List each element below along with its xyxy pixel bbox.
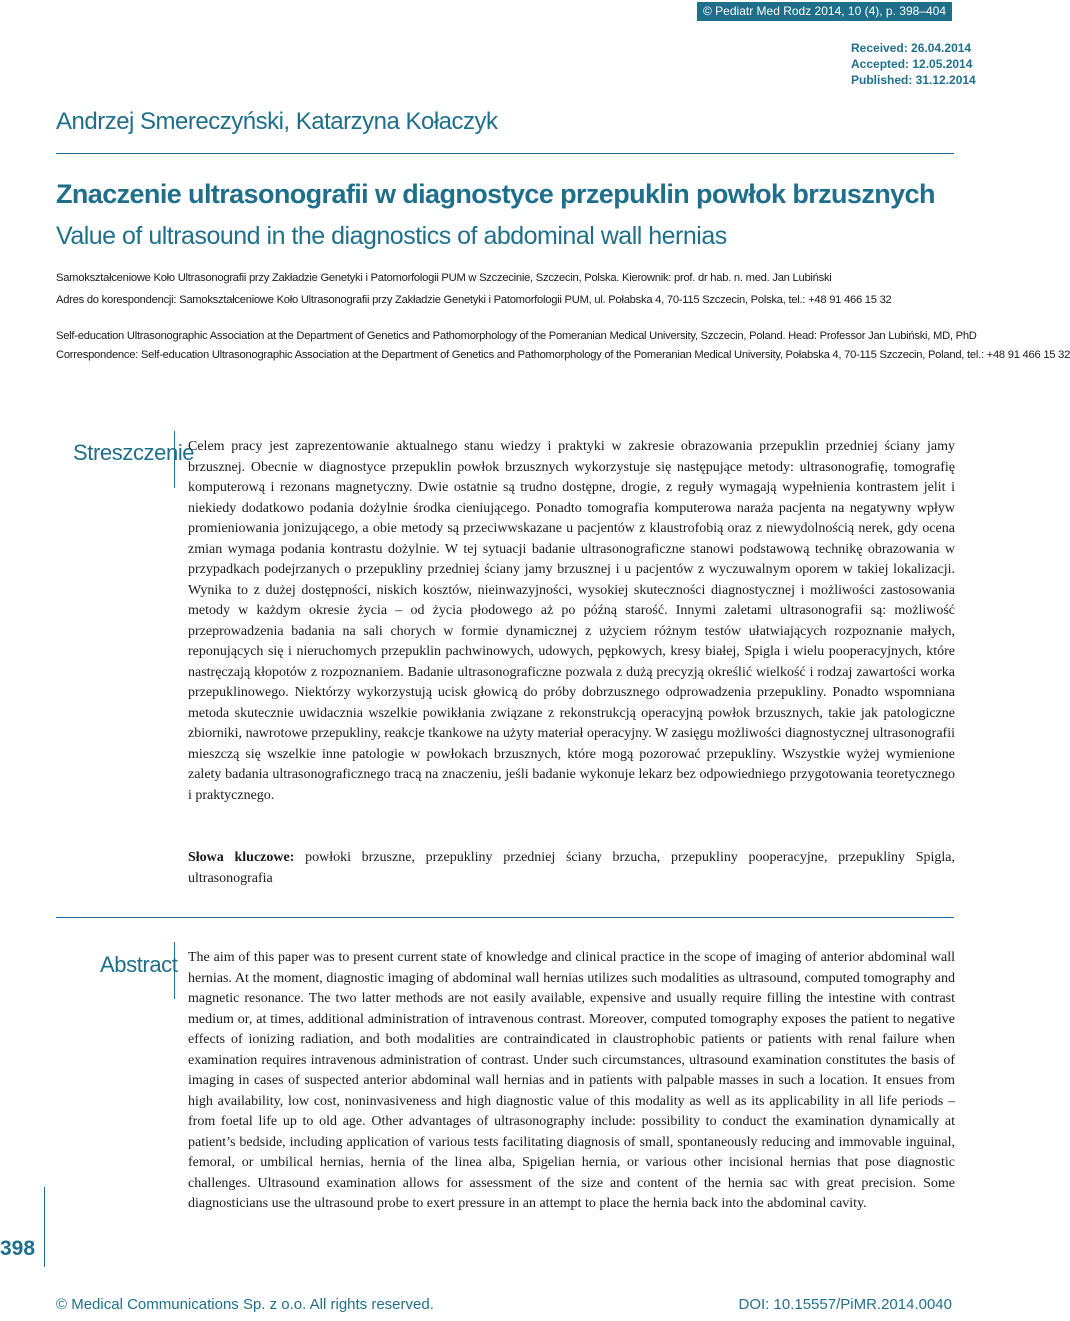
- header-divider: [56, 153, 954, 154]
- keywords: [188, 848, 955, 889]
- section-divider: [56, 917, 954, 918]
- abstract-english-text: The aim of this paper was to present current state of knowledge and clinical practice in the scope of imaging of anterior abdominal wall hernias. At the moment, diagnostic imaging of abdominal wall hernias utilizes such modalities as ultrasound, computed tomography and magnetic resonance. The two latter methods are not easily available, expensive and usually require filling the intestine with contrast medium or, at times, additional administration of intravenous contrast. Moreover, computed tomography exposes the patient to negative effects of ionizing radiation, and both modalities are contraindicated in claustrophobic patients or patients with renal failure when examination requires intravenous administration of contrast. Under such circumstances, ultrasound examination constitutes the basis of imaging in cases of suspected anterior abdominal wall hernias and in patients with palpable masses in such a location. It ensues from high availability, low cost, noninvasiveness and high diagnostic value of this modality as well as its applicability in all life periods – from foetal life up to old age. Other advantages of ultrasonography include: possibility to conduct the examination dynamically at patient’s bedside, including application of various tests facilitating diagnosis of small, spontaneously reducing and immovable inguinal, femoral, or umbilical hernias, hernia of the linea alba, Spigelian hernia, or various other incisional hernias that pose diagnostic challenges. Ultrasound examination allows for assessment of the size and content of the hernia sac with great precision. Some diagnosticians use the ultrasound probe to exert pressure in an attempt to place the hernia back into the abdominal cavity.: [188, 950, 955, 1211]
- accepted-date: Accepted: 12.05.2014: [851, 57, 973, 71]
- title-polish: Znaczenie ultrasonografii w diagnostyce przepuklin powłok brzusznych: [56, 179, 935, 209]
- correspondence-english: Correspondence: Self-education Ultrasonographic Association at the Department of Genetics and Pathomorphology of the Pomeranian Medical University, Połabska 4, 70-115 Szczecin, Poland, tel.: +48 91 466 15 32: [56, 349, 1070, 361]
- received-date: Received: 26.04.2014: [851, 41, 972, 55]
- footer-copyright: © Medical Communications Sp. z o.o. All rights reserved.: [56, 1296, 434, 1313]
- journal-reference-badge: © Pediatr Med Rodz 2014, 10 (4), p. 398–404: [697, 2, 952, 21]
- section-marker-line: [174, 431, 175, 488]
- keywords-label: Słowa kluczowe:: [188, 850, 295, 865]
- published-date: Published: 31.12.2014: [851, 73, 976, 87]
- title-english: Value of ultrasound in the diagnostics of abdominal wall hernias: [56, 222, 727, 250]
- affiliation-polish: Samokształceniowe Koło Ultrasonografii przy Zakładzie Genetyki i Patomorfologii PUM w Szczecinie, Szczecin, Polska. Kierownik: prof. dr hab. n. med. Jan Lubiński: [56, 272, 832, 284]
- section-marker-line: [174, 942, 175, 999]
- page-number-rule: [44, 1187, 45, 1267]
- correspondence-polish: Adres do korespondencji: Samokształceniowe Koło Ultrasonografii przy Zakładzie Genetyki i Patomorfologii PUM, ul. Połabska 4, 70-115 Szczecin, Polska, tel.: +48 91 466 15 32: [56, 294, 892, 306]
- keywords-list: powłoki brzuszne, przepukliny przedniej ściany brzucha, przepukliny pooperacyjne, przepukliny Spigla, ultrasonografia: [188, 850, 955, 886]
- affiliation-english: Self-education Ultrasonographic Association at the Department of Genetics and Pathomorphology of the Pomeranian Medical University, Szczecin, Poland. Head: Professor Jan Lubiński, MD, PhD: [56, 330, 977, 342]
- section-label-streszczenie: Streszczenie: [73, 440, 195, 465]
- publication-dates: [851, 40, 976, 88]
- section-label-abstract: Abstract: [100, 952, 178, 977]
- abstract-polish-text: Celem pracy jest zaprezentowanie aktualnego stanu wiedzy i praktyki w zakresie obrazowania przepuklin przedniej ściany jamy brzusznej. Obecnie w diagnostyce przepuklin powłok brzusznych wykorzystuje się następujące metody: ultrasonografię, tomografię komputerową i rezonans magnetyczny. Dwie ostatnie są trudno dostępne, drogie, z reguły wymagają wypełnienia kontrastem jelit i niekiedy dodatkowo podania dożylnie środka cieniującego. Ponadto tomografia komputerowa naraża pacjenta na negatywny wpływ promieniowania jonizującego, a obie metody są przeciwwskazane u pacjentów z klaustrofobią oraz z niewydolnością nerek, gdy ocena zmian wymaga podania kontrastu dożylnie. W tej sytuacji badanie ultrasonograficzne stanowi podstawową technikę obrazowania w przypadkach podejrzanych o przepukliny przedniej ściany jamy brzusznej i u pacjentów z wyczuwalnym oporem w takiej lokalizacji. Wynika to z dużej dostępności, niskich kosztów, nieinwazyjności, wysokiej skuteczności diagnostycznej i możliwości zastosowania metody w każdym okresie życia – od życia płodowego aż po późną starość. Innymi zaletami ultrasonografii są: możliwość przeprowadzenia badania na sali chorych w formie dynamicznej z użyciem różnym testów ułatwiających rozpoznanie małych, reponujących się i nieruchomych przepuklin pachwinowych, udowych, pępkowych, kresy białej, Spigla i wielu pooperacyjnych, które nastręczają kłopotów z rozpoznaniem. Badanie ultrasonograficzne pozwala z dużą precyzją określić wielkość i rodzaj zawartości worka przepuklinowego. Niektórzy wykorzystują ucisk głowicą do próby dobrzusznego odprowadzenia przepukliny. Ponadto wspomniana metoda skutecznie uwidacznia wszelkie powikłania związane z rekonstrukcją operacyjną powłok brzusznych, takie jak patologiczne zbiorniki, nawrotowe przepukliny, reakcje tkankowe na użyty materiał operacyjny. W zasięgu możliwości diagnostycznej ultrasonografii mieszczą się wszelkie inne patologie w powłokach brzusznych, które mogą pozorować przepukliny. Wszystkie wyżej wymienione zalety badania ultrasonograficznego tracą na znaczeniu, jeśli badanie wykonuje lekarz bez odpowiedniego przygotowania teoretycznego i praktycznego.: [188, 439, 955, 803]
- footer-doi[interactable]: DOI: 10.15557/PiMR.2014.0040: [738, 1296, 952, 1313]
- page-number: 398: [0, 1237, 36, 1260]
- authors: Andrzej Smereczyński, Katarzyna Kołaczyk: [56, 108, 498, 135]
